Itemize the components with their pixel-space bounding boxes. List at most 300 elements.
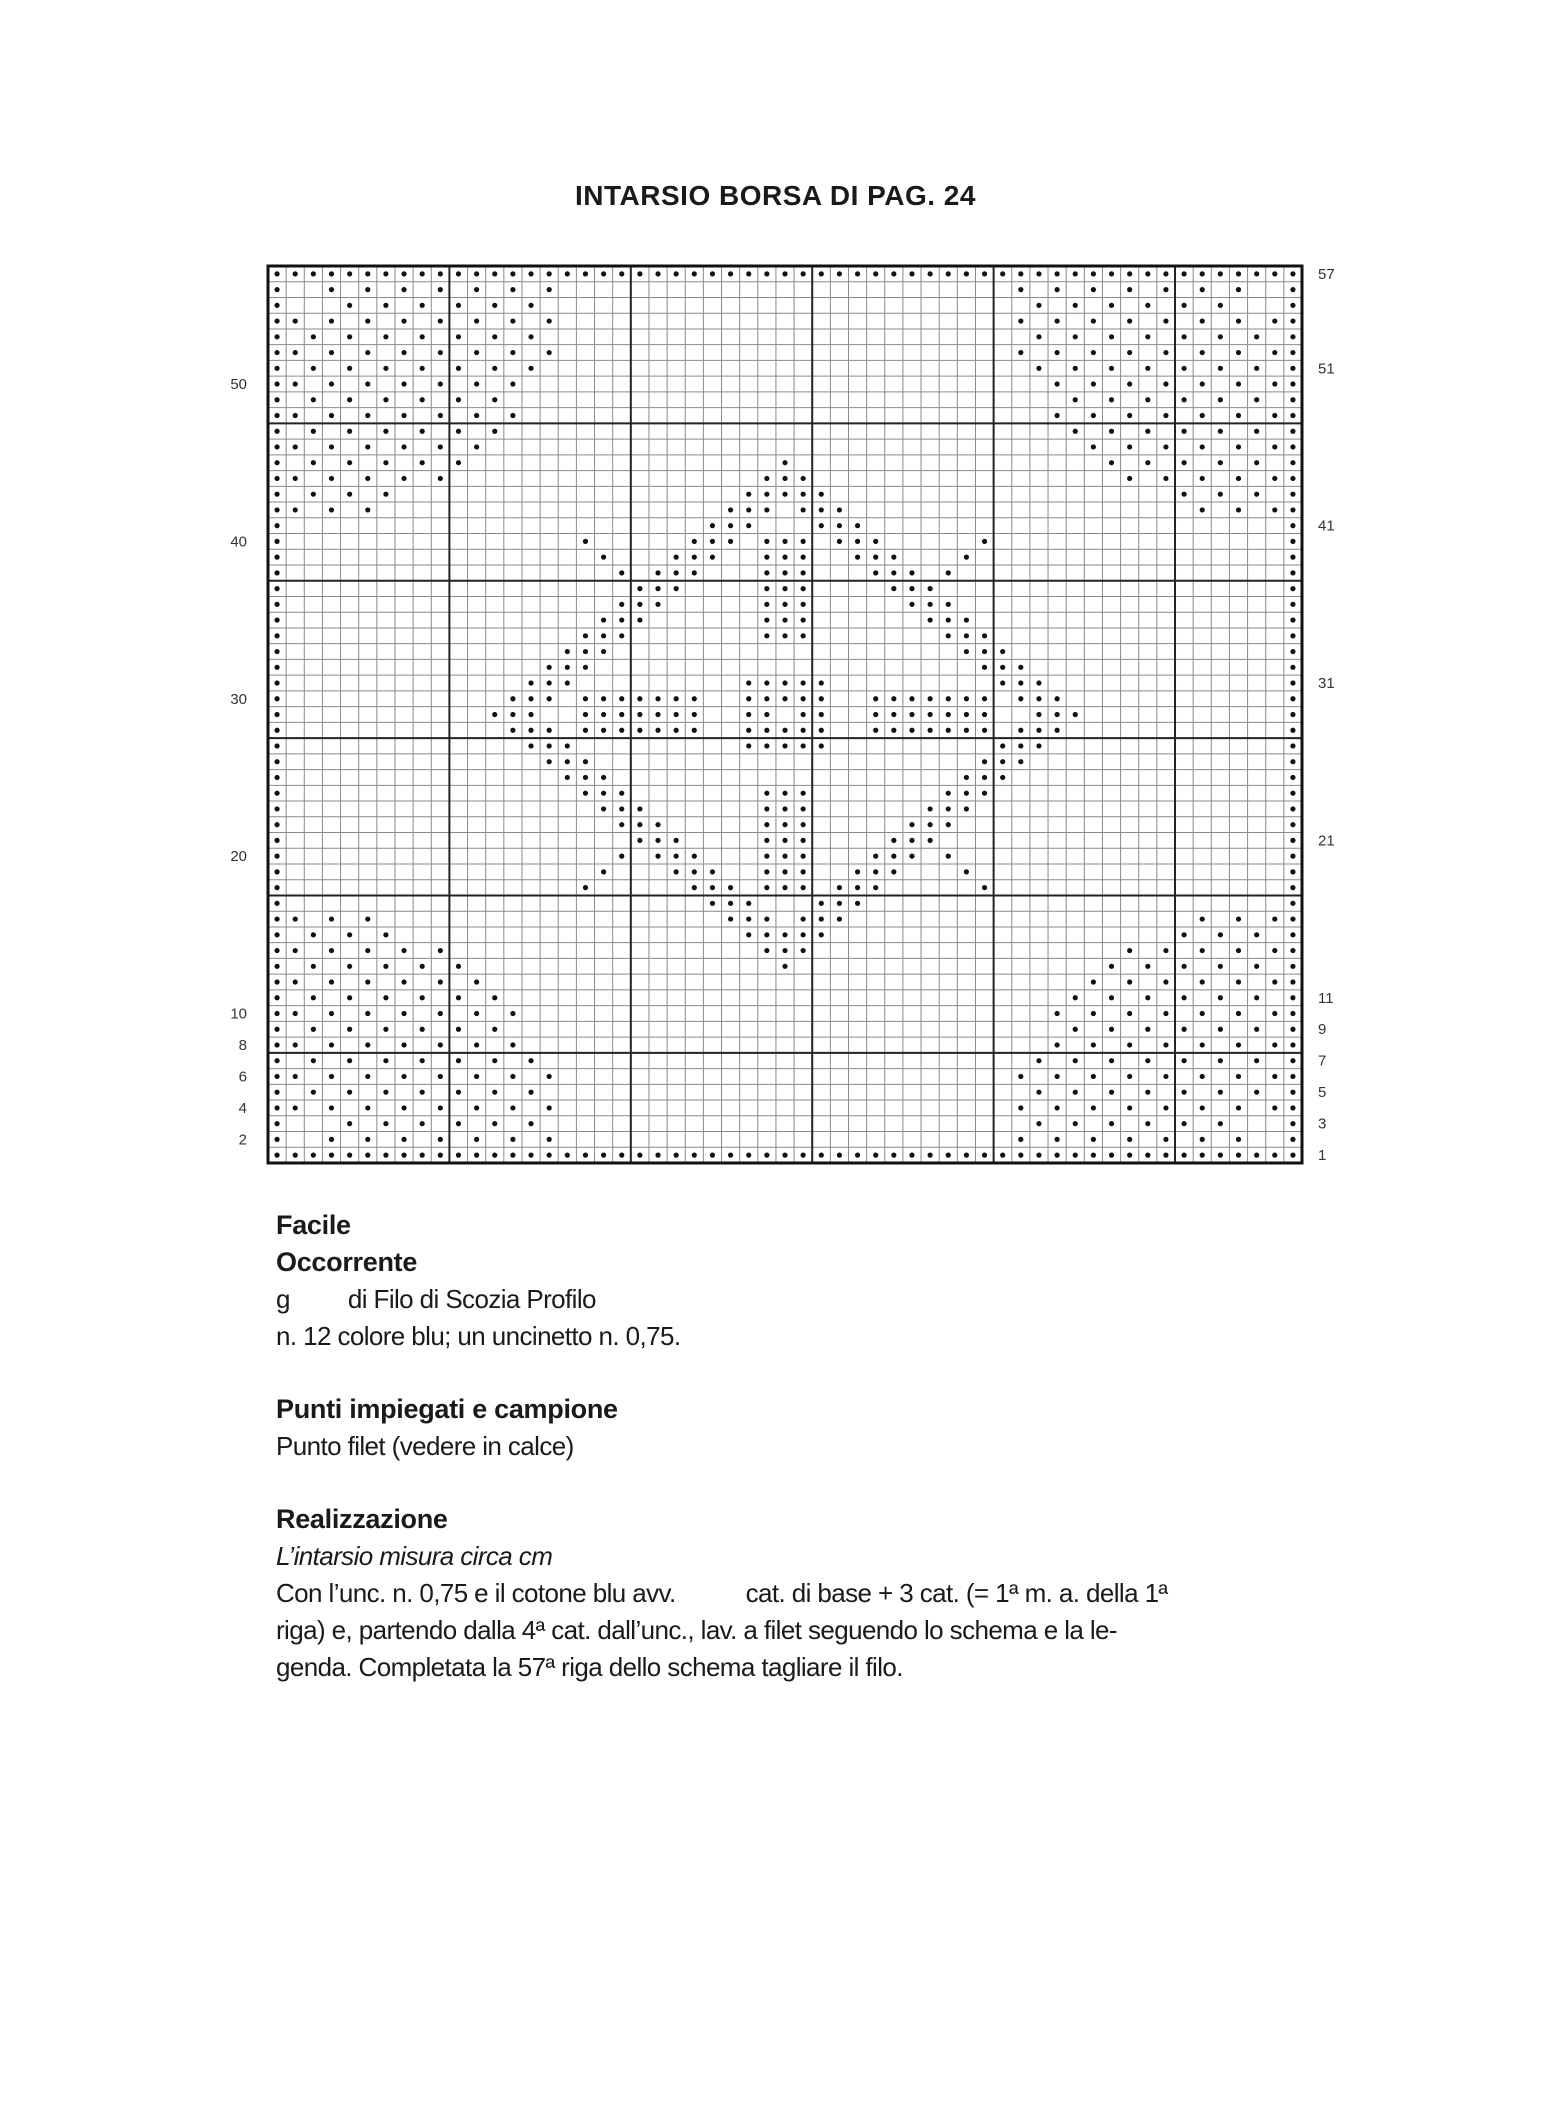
filled-square-dot bbox=[873, 271, 878, 276]
filled-square-dot bbox=[728, 539, 733, 544]
filled-square-dot bbox=[1200, 1011, 1205, 1016]
filled-square-dot bbox=[964, 712, 969, 717]
filled-square-dot bbox=[674, 712, 679, 717]
filled-square-dot bbox=[274, 287, 279, 292]
filled-square-dot bbox=[293, 1153, 298, 1158]
filled-square-dot bbox=[1290, 791, 1295, 796]
filled-square-dot bbox=[347, 334, 352, 339]
filled-square-dot bbox=[1073, 429, 1078, 434]
filled-square-dot bbox=[1290, 1137, 1295, 1142]
filled-square-dot bbox=[637, 602, 642, 607]
filled-square-dot bbox=[982, 665, 987, 670]
realization-measure: L’intarsio misura circa cm bbox=[276, 1541, 553, 1571]
filled-square-dot bbox=[329, 948, 334, 953]
filled-square-dot bbox=[873, 696, 878, 701]
realization-line-1b: cat. di base + 3 cat. (= 1ª m. a. della 1ª bbox=[745, 1578, 1168, 1608]
filled-square-dot bbox=[855, 523, 860, 528]
row-label-left: 4 bbox=[238, 1099, 247, 1117]
filled-square-dot bbox=[1073, 334, 1078, 339]
filled-square-dot bbox=[456, 1090, 461, 1095]
realization-heading: Realizzazione bbox=[276, 1504, 448, 1534]
filled-square-dot bbox=[1290, 555, 1295, 560]
filled-square-dot bbox=[819, 680, 824, 685]
filled-square-dot bbox=[1290, 539, 1295, 544]
filled-square-dot bbox=[1236, 948, 1241, 953]
filled-square-dot bbox=[1290, 271, 1295, 276]
filled-square-dot bbox=[510, 1042, 515, 1047]
filled-square-dot bbox=[1254, 1058, 1259, 1063]
filled-square-dot bbox=[401, 1137, 406, 1142]
filled-square-dot bbox=[710, 539, 715, 544]
filled-square-dot bbox=[1109, 1153, 1114, 1158]
filled-square-dot bbox=[1055, 271, 1060, 276]
filled-square-dot bbox=[764, 617, 769, 622]
filled-square-dot bbox=[764, 271, 769, 276]
filled-square-dot bbox=[401, 413, 406, 418]
filled-square-dot bbox=[1254, 366, 1259, 371]
filled-square-dot bbox=[764, 696, 769, 701]
row-label-right: 7 bbox=[1318, 1052, 1327, 1070]
filled-square-dot bbox=[1163, 1042, 1168, 1047]
filled-square-dot bbox=[1018, 1074, 1023, 1079]
filled-square-dot bbox=[311, 964, 316, 969]
filled-square-dot bbox=[492, 366, 497, 371]
filled-square-dot bbox=[1254, 995, 1259, 1000]
filled-square-dot bbox=[274, 570, 279, 575]
filled-square-dot bbox=[1018, 350, 1023, 355]
filled-square-dot bbox=[438, 381, 443, 386]
filled-square-dot bbox=[293, 476, 298, 481]
filled-square-dot bbox=[782, 743, 787, 748]
filled-square-dot bbox=[311, 1058, 316, 1063]
filled-square-dot bbox=[438, 444, 443, 449]
filled-square-dot bbox=[746, 932, 751, 937]
filled-square-dot bbox=[1055, 318, 1060, 323]
filled-square-dot bbox=[528, 680, 533, 685]
filled-square-dot bbox=[1272, 1153, 1277, 1158]
filled-square-dot bbox=[547, 350, 552, 355]
filled-square-dot bbox=[293, 1042, 298, 1047]
filled-square-dot bbox=[347, 995, 352, 1000]
filled-square-dot bbox=[274, 743, 279, 748]
filled-square-dot bbox=[1181, 995, 1186, 1000]
filled-square-dot bbox=[1290, 932, 1295, 937]
filled-square-dot bbox=[565, 1153, 570, 1158]
filled-square-dot bbox=[311, 429, 316, 434]
filled-square-dot bbox=[1254, 1027, 1259, 1032]
filled-square-dot bbox=[583, 539, 588, 544]
filled-square-dot bbox=[1055, 350, 1060, 355]
filled-square-dot bbox=[274, 1105, 279, 1110]
filled-square-dot bbox=[1200, 287, 1205, 292]
filled-square-dot bbox=[1073, 303, 1078, 308]
filled-square-dot bbox=[1218, 366, 1223, 371]
filled-square-dot bbox=[764, 869, 769, 874]
page-title: INTARSIO BORSA DI PAG. 24 bbox=[575, 180, 976, 211]
filled-square-dot bbox=[274, 728, 279, 733]
filled-square-dot bbox=[891, 869, 896, 874]
filled-square-dot bbox=[619, 854, 624, 859]
filled-square-dot bbox=[274, 665, 279, 670]
filled-square-dot bbox=[1236, 287, 1241, 292]
row-label-right: 21 bbox=[1318, 832, 1335, 850]
filled-square-dot bbox=[1163, 413, 1168, 418]
filled-square-dot bbox=[1290, 570, 1295, 575]
filled-square-dot bbox=[274, 539, 279, 544]
filled-square-dot bbox=[728, 901, 733, 906]
filled-square-dot bbox=[928, 838, 933, 843]
filled-square-dot bbox=[674, 570, 679, 575]
filled-square-dot bbox=[1290, 460, 1295, 465]
filled-square-dot bbox=[637, 271, 642, 276]
filled-square-dot bbox=[637, 838, 642, 843]
filled-square-dot bbox=[547, 743, 552, 748]
filled-square-dot bbox=[710, 869, 715, 874]
filled-square-dot bbox=[819, 1153, 824, 1158]
filled-square-dot bbox=[1163, 1137, 1168, 1142]
filled-square-dot bbox=[274, 1137, 279, 1142]
filled-square-dot bbox=[438, 287, 443, 292]
filled-square-dot bbox=[674, 854, 679, 859]
filled-square-dot bbox=[274, 1074, 279, 1079]
filled-square-dot bbox=[1290, 1011, 1295, 1016]
filled-square-dot bbox=[855, 271, 860, 276]
chart-row-labels-right bbox=[1318, 266, 1335, 1164]
filled-square-dot bbox=[547, 287, 552, 292]
filled-square-dot bbox=[782, 932, 787, 937]
filled-square-dot bbox=[637, 586, 642, 591]
filled-square-dot bbox=[1018, 696, 1023, 701]
filled-square-dot bbox=[365, 948, 370, 953]
filled-square-dot bbox=[565, 775, 570, 780]
filled-square-dot bbox=[510, 696, 515, 701]
filled-square-dot bbox=[1127, 1011, 1132, 1016]
filled-square-dot bbox=[456, 366, 461, 371]
filled-square-dot bbox=[837, 523, 842, 528]
row-label-right: 41 bbox=[1318, 517, 1335, 535]
filled-square-dot bbox=[928, 1153, 933, 1158]
filled-square-dot bbox=[710, 271, 715, 276]
filled-square-dot bbox=[1000, 649, 1005, 654]
filled-square-dot bbox=[1290, 633, 1295, 638]
filled-square-dot bbox=[891, 1153, 896, 1158]
filled-square-dot bbox=[782, 791, 787, 796]
filled-square-dot bbox=[293, 1074, 298, 1079]
filled-square-dot bbox=[1145, 366, 1150, 371]
filled-square-dot bbox=[1073, 712, 1078, 717]
filled-square-dot bbox=[619, 617, 624, 622]
filled-square-dot bbox=[383, 1090, 388, 1095]
filled-square-dot bbox=[873, 885, 878, 890]
filled-square-dot bbox=[891, 838, 896, 843]
filled-square-dot bbox=[1073, 1121, 1078, 1126]
filled-square-dot bbox=[420, 460, 425, 465]
filled-square-dot bbox=[1290, 979, 1295, 984]
filled-square-dot bbox=[420, 366, 425, 371]
filled-square-dot bbox=[383, 932, 388, 937]
filled-square-dot bbox=[982, 775, 987, 780]
filled-square-dot bbox=[1055, 696, 1060, 701]
filled-square-dot bbox=[601, 775, 606, 780]
filled-square-dot bbox=[329, 916, 334, 921]
filled-square-dot bbox=[274, 979, 279, 984]
filled-square-dot bbox=[801, 555, 806, 560]
filled-square-dot bbox=[782, 570, 787, 575]
filled-square-dot bbox=[1036, 334, 1041, 339]
filled-square-dot bbox=[438, 318, 443, 323]
filled-square-dot bbox=[692, 854, 697, 859]
filled-square-dot bbox=[1200, 413, 1205, 418]
filled-square-dot bbox=[1254, 1090, 1259, 1095]
filled-square-dot bbox=[510, 1105, 515, 1110]
filled-square-dot bbox=[819, 523, 824, 528]
filled-square-dot bbox=[782, 854, 787, 859]
filled-square-dot bbox=[1127, 350, 1132, 355]
filled-square-dot bbox=[1163, 979, 1168, 984]
filled-square-dot bbox=[637, 696, 642, 701]
filled-square-dot bbox=[583, 712, 588, 717]
filled-square-dot bbox=[891, 586, 896, 591]
filled-square-dot bbox=[1091, 381, 1096, 386]
filled-square-dot bbox=[1073, 366, 1078, 371]
filled-square-dot bbox=[1181, 303, 1186, 308]
filled-square-dot bbox=[274, 350, 279, 355]
filled-square-dot bbox=[492, 712, 497, 717]
filled-square-dot bbox=[1127, 948, 1132, 953]
filled-square-dot bbox=[1181, 460, 1186, 465]
filled-square-dot bbox=[1272, 1105, 1277, 1110]
filled-square-dot bbox=[1290, 444, 1295, 449]
filled-square-dot bbox=[909, 712, 914, 717]
filled-square-dot bbox=[801, 476, 806, 481]
filled-square-dot bbox=[674, 838, 679, 843]
filled-square-dot bbox=[1036, 366, 1041, 371]
filled-square-dot bbox=[347, 1153, 352, 1158]
filled-square-dot bbox=[492, 303, 497, 308]
filled-square-dot bbox=[982, 885, 987, 890]
filled-square-dot bbox=[1290, 759, 1295, 764]
filled-square-dot bbox=[565, 759, 570, 764]
filled-square-dot bbox=[492, 271, 497, 276]
filled-square-dot bbox=[438, 1074, 443, 1079]
filled-square-dot bbox=[873, 539, 878, 544]
filled-square-dot bbox=[492, 1121, 497, 1126]
filled-square-dot bbox=[1272, 318, 1277, 323]
filled-square-dot bbox=[1290, 1121, 1295, 1126]
filled-square-dot bbox=[1236, 1105, 1241, 1110]
filled-square-dot bbox=[1181, 1058, 1186, 1063]
filled-square-dot bbox=[855, 869, 860, 874]
filled-square-dot bbox=[1018, 728, 1023, 733]
filled-square-dot bbox=[420, 995, 425, 1000]
filled-square-dot bbox=[383, 366, 388, 371]
filled-square-dot bbox=[274, 854, 279, 859]
filled-square-dot bbox=[782, 633, 787, 638]
filled-square-dot bbox=[528, 271, 533, 276]
filled-square-dot bbox=[764, 791, 769, 796]
filled-square-dot bbox=[873, 570, 878, 575]
row-label-right: 9 bbox=[1318, 1021, 1327, 1039]
filled-square-dot bbox=[891, 696, 896, 701]
filled-square-dot bbox=[510, 1074, 515, 1079]
filled-square-dot bbox=[746, 523, 751, 528]
filled-square-dot bbox=[329, 1153, 334, 1158]
filled-square-dot bbox=[1290, 680, 1295, 685]
filled-square-dot bbox=[819, 696, 824, 701]
filled-square-dot bbox=[329, 1011, 334, 1016]
filled-square-dot bbox=[946, 271, 951, 276]
filled-square-dot bbox=[383, 303, 388, 308]
filled-square-dot bbox=[764, 948, 769, 953]
filled-square-dot bbox=[1181, 1027, 1186, 1032]
filled-square-dot bbox=[946, 633, 951, 638]
filled-square-dot bbox=[819, 728, 824, 733]
filled-square-dot bbox=[873, 854, 878, 859]
supplies-line-1 bbox=[276, 1281, 1306, 1318]
filled-square-dot bbox=[474, 413, 479, 418]
filled-square-dot bbox=[1200, 476, 1205, 481]
supplies-heading: Occorrente bbox=[276, 1247, 418, 1277]
filled-square-dot bbox=[1218, 334, 1223, 339]
filled-square-dot bbox=[347, 932, 352, 937]
filled-square-dot bbox=[819, 743, 824, 748]
filled-square-dot bbox=[1073, 1058, 1078, 1063]
filled-square-dot bbox=[782, 271, 787, 276]
filled-square-dot bbox=[909, 570, 914, 575]
filled-square-dot bbox=[329, 444, 334, 449]
filled-square-dot bbox=[383, 271, 388, 276]
filled-square-dot bbox=[764, 476, 769, 481]
filled-square-dot bbox=[1290, 696, 1295, 701]
filled-square-dot bbox=[383, 334, 388, 339]
filled-square-dot bbox=[329, 507, 334, 512]
filled-square-dot bbox=[383, 964, 388, 969]
filled-square-dot bbox=[674, 555, 679, 560]
filled-square-dot bbox=[274, 1058, 279, 1063]
filled-square-dot bbox=[801, 492, 806, 497]
realization-line-1 bbox=[276, 1575, 1306, 1612]
filled-square-dot bbox=[728, 271, 733, 276]
filled-square-dot bbox=[583, 633, 588, 638]
filled-square-dot bbox=[1236, 350, 1241, 355]
filled-square-dot bbox=[801, 507, 806, 512]
filled-square-dot bbox=[329, 979, 334, 984]
filled-square-dot bbox=[928, 712, 933, 717]
supplies-unit: g bbox=[276, 1284, 290, 1314]
filled-square-dot bbox=[1145, 1090, 1150, 1095]
filled-square-dot bbox=[1290, 1027, 1295, 1032]
filled-square-dot bbox=[855, 539, 860, 544]
filled-square-dot bbox=[329, 1074, 334, 1079]
filled-square-dot bbox=[819, 712, 824, 717]
filled-square-dot bbox=[764, 633, 769, 638]
filled-square-dot bbox=[837, 916, 842, 921]
filled-square-dot bbox=[583, 1153, 588, 1158]
filled-square-dot bbox=[347, 1121, 352, 1126]
filled-square-dot bbox=[1236, 1042, 1241, 1047]
filled-square-dot bbox=[1181, 1153, 1186, 1158]
filled-square-dot bbox=[274, 696, 279, 701]
filled-square-dot bbox=[964, 271, 969, 276]
filled-square-dot bbox=[1018, 271, 1023, 276]
filled-square-dot bbox=[1000, 680, 1005, 685]
row-label-left: 10 bbox=[230, 1005, 247, 1023]
filled-square-dot bbox=[274, 869, 279, 874]
filled-square-dot bbox=[1018, 743, 1023, 748]
filled-square-dot bbox=[329, 350, 334, 355]
row-label-right: 31 bbox=[1318, 675, 1335, 693]
filled-square-dot bbox=[1218, 492, 1223, 497]
filled-square-dot bbox=[710, 555, 715, 560]
filled-square-dot bbox=[801, 539, 806, 544]
filled-square-dot bbox=[1127, 1105, 1132, 1110]
filled-square-dot bbox=[764, 680, 769, 685]
filled-square-dot bbox=[819, 492, 824, 497]
filled-square-dot bbox=[1290, 397, 1295, 402]
filled-square-dot bbox=[801, 822, 806, 827]
filled-square-dot bbox=[1200, 1074, 1205, 1079]
filled-square-dot bbox=[510, 350, 515, 355]
filled-square-dot bbox=[1236, 318, 1241, 323]
filled-square-dot bbox=[274, 381, 279, 386]
row-label-left: 2 bbox=[238, 1131, 247, 1149]
filled-square-dot bbox=[728, 507, 733, 512]
filled-square-dot bbox=[837, 539, 842, 544]
filled-square-dot bbox=[891, 555, 896, 560]
filled-square-dot bbox=[274, 964, 279, 969]
filled-square-dot bbox=[619, 806, 624, 811]
filled-square-dot bbox=[1290, 665, 1295, 670]
filled-square-dot bbox=[982, 649, 987, 654]
filled-square-dot bbox=[401, 1042, 406, 1047]
filled-square-dot bbox=[1290, 413, 1295, 418]
filled-square-dot bbox=[1200, 1137, 1205, 1142]
filled-square-dot bbox=[438, 413, 443, 418]
filled-square-dot bbox=[274, 948, 279, 953]
filled-square-dot bbox=[982, 633, 987, 638]
filled-square-dot bbox=[1073, 995, 1078, 1000]
filled-square-dot bbox=[1200, 979, 1205, 984]
filled-square-dot bbox=[601, 728, 606, 733]
filled-square-dot bbox=[347, 1027, 352, 1032]
filled-square-dot bbox=[801, 1153, 806, 1158]
filled-square-dot bbox=[474, 979, 479, 984]
filled-square-dot bbox=[1091, 1074, 1096, 1079]
filled-square-dot bbox=[1163, 287, 1168, 292]
filled-square-dot bbox=[547, 665, 552, 670]
filled-square-dot bbox=[655, 822, 660, 827]
filled-square-dot bbox=[619, 791, 624, 796]
filled-square-dot bbox=[1036, 303, 1041, 308]
filled-square-dot bbox=[1236, 979, 1241, 984]
filled-square-dot bbox=[746, 1153, 751, 1158]
filled-square-dot bbox=[674, 728, 679, 733]
filled-square-dot bbox=[1254, 964, 1259, 969]
filled-square-dot bbox=[401, 948, 406, 953]
filled-square-dot bbox=[492, 429, 497, 434]
filled-square-dot bbox=[274, 775, 279, 780]
filled-square-dot bbox=[274, 901, 279, 906]
filled-square-dot bbox=[293, 916, 298, 921]
filled-square-dot bbox=[311, 460, 316, 465]
filled-square-dot bbox=[365, 1137, 370, 1142]
filled-square-dot bbox=[510, 413, 515, 418]
filled-square-dot bbox=[293, 1105, 298, 1110]
filled-square-dot bbox=[1091, 1042, 1096, 1047]
filled-square-dot bbox=[1272, 916, 1277, 921]
filled-square-dot bbox=[782, 806, 787, 811]
filled-square-dot bbox=[655, 602, 660, 607]
